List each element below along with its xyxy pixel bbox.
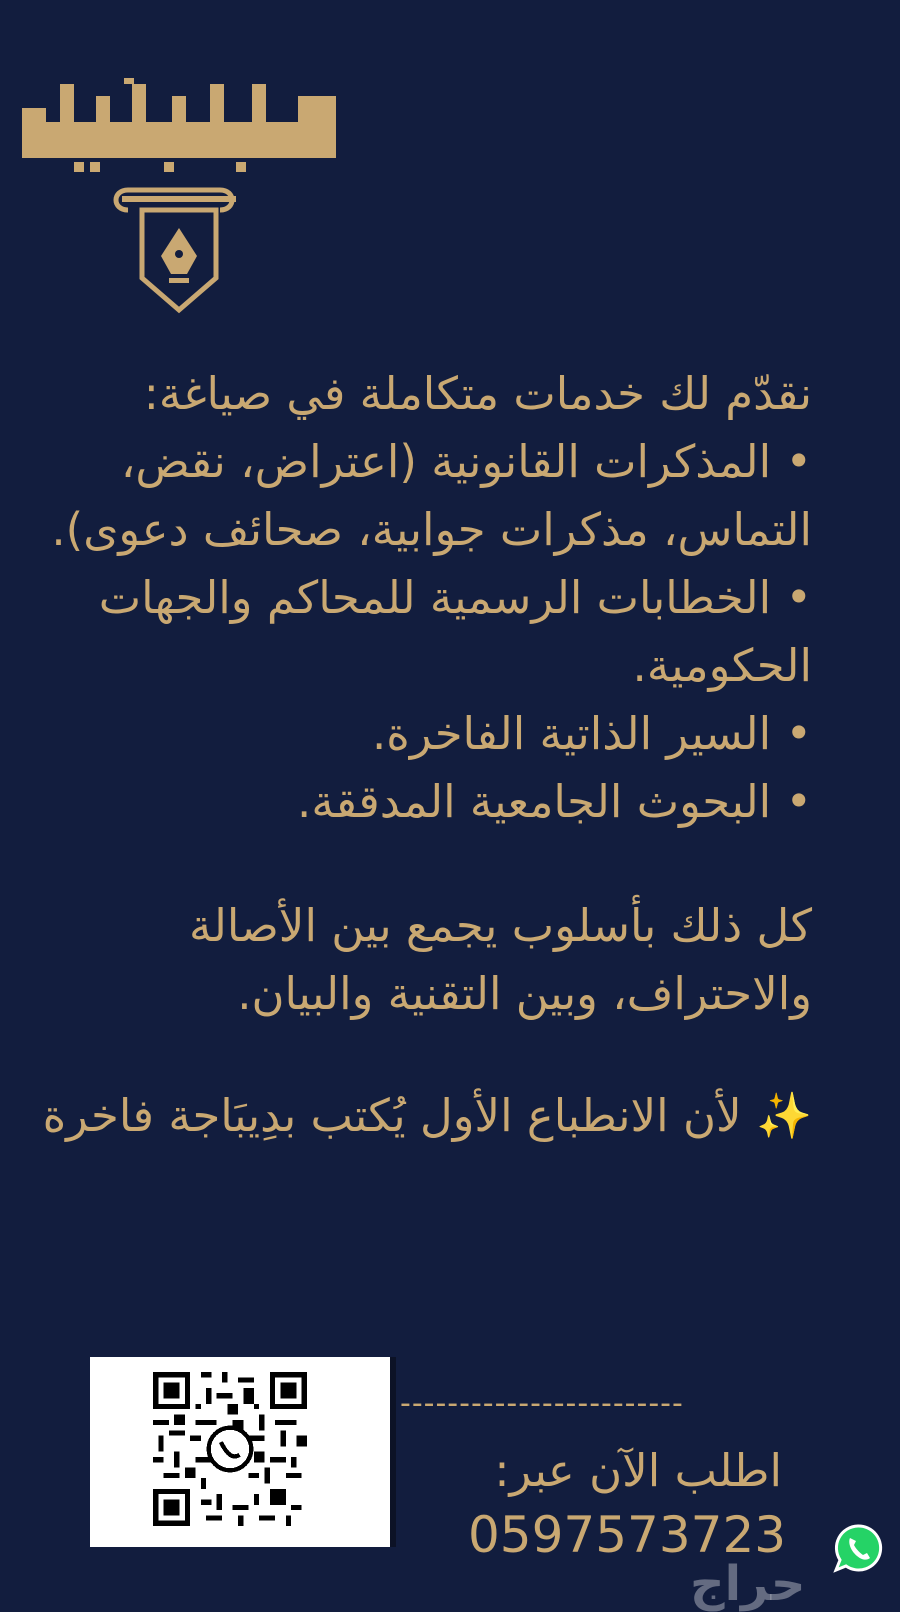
service-item-cv: • السير الذاتية الفاخرة. <box>371 707 812 760</box>
service-item-official-letters: • الخطابات الرسمية للمحاكم والجهات الحكومية. <box>98 571 812 692</box>
tagline-text: لأن الانطباع الأول يُكتب بدِيبَاجة فاخرة <box>42 1089 742 1142</box>
dashed-divider: ------------------------ <box>400 1386 684 1421</box>
service-item-legal-memos: • المذكرات القانونية (اعتراض، نقض، التماس، مذكرات جوابية، صحائف دعوى). <box>51 435 812 556</box>
whatsapp-qr-code <box>153 1372 307 1526</box>
summary-text: كل ذلك بأسلوب يجمع بين الأصالة والاحتراف، وبين التقنية والبيان. <box>189 899 812 1020</box>
services-text <box>40 360 812 1150</box>
whatsapp-icon[interactable] <box>830 1520 886 1580</box>
tagline <box>40 1082 812 1150</box>
haraj-watermark: حراج <box>690 1556 806 1612</box>
intro-text: نقدّم لك خدمات متكاملة في صياغة: <box>143 367 812 420</box>
order-label: اطلب الآن عبر: <box>494 1444 782 1497</box>
service-item-research: • البحوث الجامعية المدققة. <box>297 775 812 828</box>
qr-code[interactable] <box>90 1357 396 1547</box>
sparkles-icon: ✨ <box>755 1089 812 1142</box>
phone-number[interactable]: 0597573723 <box>468 1506 787 1564</box>
brand-logo <box>14 78 344 338</box>
logo-icon <box>14 78 344 338</box>
